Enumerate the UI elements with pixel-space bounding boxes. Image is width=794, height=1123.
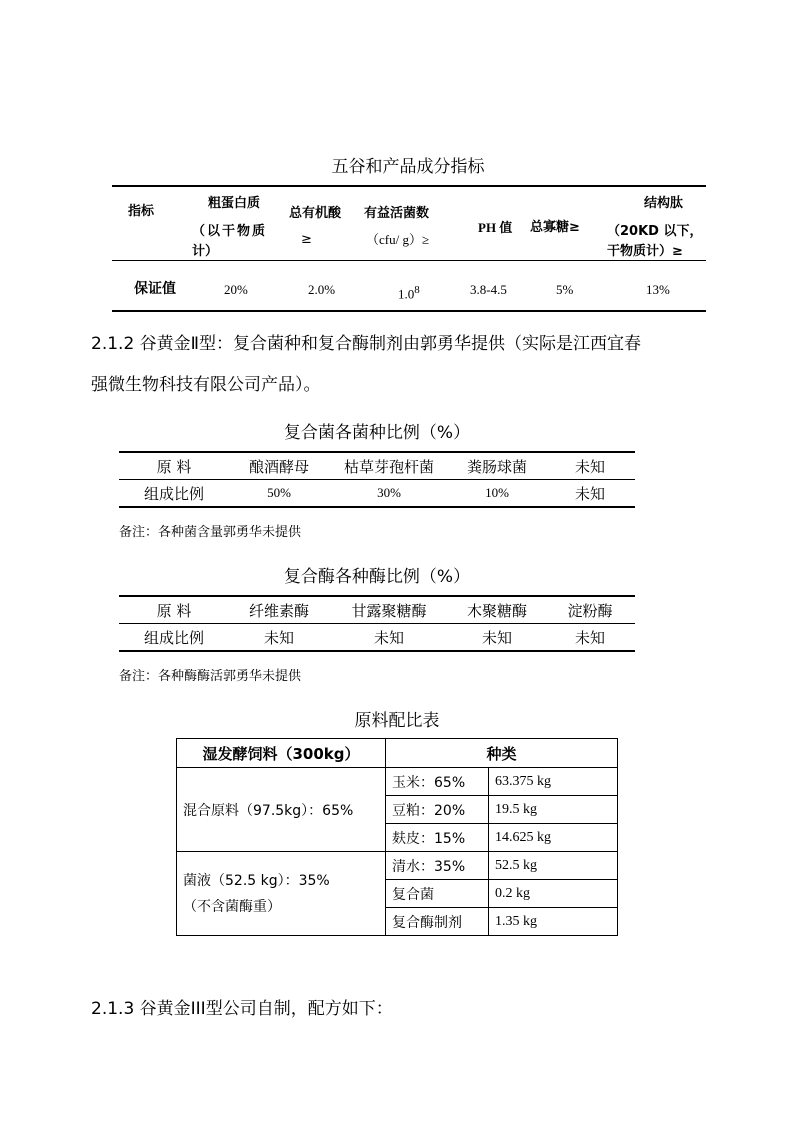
table1-header-peptide-3: 干物质计）≥ [607, 244, 683, 259]
table3 [119, 595, 635, 652]
table1-header-ph: PH 值 [478, 220, 513, 235]
table3-cell: 未知 [329, 624, 449, 652]
table4-group1-label: 混合原料（97.5kg）：65% [177, 768, 386, 852]
table1-header-bacteria-2: （cfu/ g）≥ [366, 232, 430, 247]
table1-header-protein-1: 粗蛋白质 [208, 196, 261, 211]
table3-header-row [119, 596, 635, 624]
table2-header-row [119, 452, 635, 480]
table4-row [177, 768, 618, 796]
table2-note: 备注：各种菌含量郭勇华未提供 [119, 525, 302, 540]
table3-header-cell: 甘露聚糖酶 [329, 596, 449, 624]
table1-header-peptide-1: 结构肽 [644, 196, 684, 211]
table2-header-cell: 原 料 [119, 452, 229, 480]
table2-data-row [119, 480, 635, 508]
table2-header-cell: 未知 [545, 452, 635, 480]
table1-header-protein-3: 计） [192, 244, 219, 259]
paragraph-2-1-2-line1: 2.1.2 谷黄金Ⅱ型：复合菌种和复合酶制剂由郭勇华提供（实际是江西宜春 [91, 334, 642, 354]
table2 [119, 451, 635, 508]
table1-value-peptide: 13% [646, 282, 670, 297]
table3-note: 备注：各种酶酶活郭勇华未提供 [119, 669, 302, 684]
table4-item-name: 清水：35% [386, 852, 489, 880]
table2-header-cell: 酿酒酵母 [229, 452, 329, 480]
table3-data-row [119, 624, 635, 652]
table1-header-acid-1: 总有机酸 [289, 206, 342, 221]
table4-group2-label-line1: 菌液（52.5 kg）：35% [183, 872, 330, 889]
table2-header-cell: 枯草芽孢杆菌 [329, 452, 449, 480]
table4-item-amount: 14.625 kg [489, 824, 618, 852]
paragraph-2-1-2-line2: 强微生物科技有限公司产品）。 [91, 375, 321, 395]
table1-value-ph: 3.8-4.5 [470, 282, 507, 297]
table1-value-bacteria-exponent: 8 [414, 284, 420, 296]
table4-header-left: 湿发酵饲料（300kg） [177, 739, 386, 768]
table4-item-name: 豆粕：20% [386, 796, 489, 824]
table4-item-amount: 0.2 kg [489, 880, 618, 908]
table2-cell: 未知 [545, 480, 635, 508]
table4-title: 原料配比表 [354, 711, 440, 731]
table2-title: 复合菌各菌种比例（%） [283, 423, 471, 443]
table4-row [177, 852, 618, 880]
table1-header-indicator: 指标 [128, 204, 155, 219]
table1-title: 五谷和产品成分指标 [331, 157, 485, 177]
table2-cell: 10% [449, 480, 545, 508]
table4-item-name: 麸皮：15% [386, 824, 489, 852]
table1-header-acid-2: ≥ [301, 232, 312, 247]
table1-value-oligosaccharide: 5% [556, 282, 574, 297]
table2-cell: 30% [329, 480, 449, 508]
table3-title: 复合酶各种酶比例（%） [283, 567, 471, 587]
table3-cell: 未知 [545, 624, 635, 652]
table4 [176, 738, 618, 936]
table3-header-cell: 纤维素酶 [229, 596, 329, 624]
table4-item-amount: 63.375 kg [489, 768, 618, 796]
table3-cell: 未知 [449, 624, 545, 652]
table1-value-bacteria: $1.0^8$ [398, 284, 420, 302]
table3-cell: 组成比例 [119, 624, 229, 652]
table4-item-name: 复合菌 [386, 880, 489, 908]
table4-header-right: 种类 [386, 739, 618, 768]
table1-top-rule [112, 185, 706, 187]
table3-header-cell: 淀粉酶 [545, 596, 635, 624]
table1-value-protein: 20% [224, 282, 248, 297]
paragraph-2-1-3: 2.1.3 谷黄金III型公司自制，配方如下： [91, 999, 393, 1019]
table2-header-cell: 粪肠球菌 [449, 452, 545, 480]
table2-cell: 组成比例 [119, 480, 229, 508]
table1-row-label: 保证值 [134, 281, 176, 297]
table4-header-row [177, 739, 618, 768]
table4-item-amount: 1.35 kg [489, 908, 618, 936]
table4-item-amount: 52.5 kg [489, 852, 618, 880]
table4-group2-label-line2: （不含菌酶重） [183, 898, 281, 915]
table1-header-protein-2: （以干物质 [192, 224, 268, 239]
table1-header-peptide-2: （20KD 以下， [607, 224, 703, 239]
table2-cell: 50% [229, 480, 329, 508]
table1-value-acid: 2.0% [308, 282, 336, 297]
table4-item-name: 复合酶制剂 [386, 908, 489, 936]
table4-item-amount: 19.5 kg [489, 796, 618, 824]
table4-group2-label [177, 852, 386, 936]
table3-header-cell: 原 料 [119, 596, 229, 624]
table1-bottom-rule [112, 310, 706, 312]
table1-header-bacteria-1: 有益活菌数 [364, 206, 430, 221]
table4-item-name: 玉米：65% [386, 768, 489, 796]
table3-header-cell: 木聚糖酶 [449, 596, 545, 624]
table3-cell: 未知 [229, 624, 329, 652]
table1-header-oligosaccharide: 总寡糖≥ [530, 220, 580, 235]
